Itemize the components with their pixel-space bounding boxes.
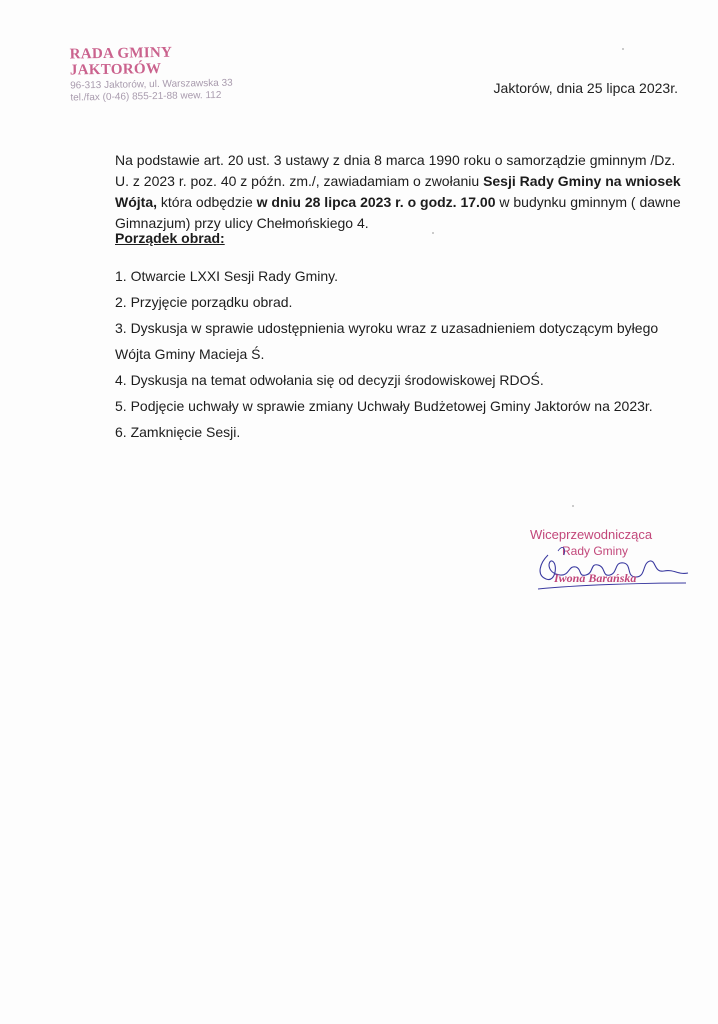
signature-subtitle: Rady Gminy (562, 544, 629, 558)
intro-paragraph (115, 150, 690, 234)
agenda-item: 5. Podjęcie uchwały w sprawie zmiany Uchwały Budżetowej Gminy Jaktorów na 2023r. (115, 398, 653, 414)
intro-text-1: Na podstawie art. 20 ust. 3 ustawy z dnia 8 marca 1990 roku o samorządzie gminnym /Dz. U. z 2023 r. poz. 40 z późn. zm./, zawiadamiam o zwołaniu (115, 152, 676, 189)
agenda-item: 6. Zamknięcie Sesji. (115, 424, 241, 440)
document-date: Jaktorów, dnia 25 lipca 2023r. (493, 80, 678, 96)
scan-speck (622, 48, 624, 50)
scan-speck (572, 505, 574, 507)
agenda-item: 2. Przyjęcie porządku obrad. (115, 294, 293, 310)
intro-bold-date: w dniu 28 lipca 2023 r. o godz. 17.00 (256, 194, 496, 210)
intro-text-2: która odbędzie (157, 194, 257, 210)
agenda-item: 1. Otwarcie LXXI Sesji Rady Gminy. (115, 268, 339, 284)
agenda-list (115, 263, 675, 445)
scan-speck (432, 232, 434, 234)
handwritten-signature (518, 533, 693, 597)
agenda-item: 4. Dyskusja na temat odwołania się od decyzji środowiskowej RDOŚ. (115, 372, 544, 388)
intro-text-3: w budynku gminnym ( dawne Gimnazjum) przy ulicy Chełmońskiego 4. (115, 194, 681, 231)
council-stamp (70, 44, 246, 104)
stamp-phone: tel./fax (0-46) 855-21-88 wew. 112 (70, 89, 222, 104)
agenda-heading: Porządek obrad: (115, 230, 225, 246)
stamp-title: RADA GMINY JAKTORÓW (69, 44, 172, 79)
stamp-address: 96-313 Jaktorów, ul. Warszawska 33 (70, 77, 233, 92)
signature-name: Iwona Barańska (554, 571, 637, 585)
signature-title: Wiceprzewodnicząca (530, 527, 653, 542)
agenda-item: 3. Dyskusja w sprawie udostępnienia wyroku wraz z uzasadnieniem dotyczącym byłego Wójta Gminy Macieja Ś. (115, 320, 659, 362)
signature-block (518, 527, 693, 597)
intro-bold-session: Sesji Rady Gminy na wniosek Wójta, (115, 173, 681, 210)
